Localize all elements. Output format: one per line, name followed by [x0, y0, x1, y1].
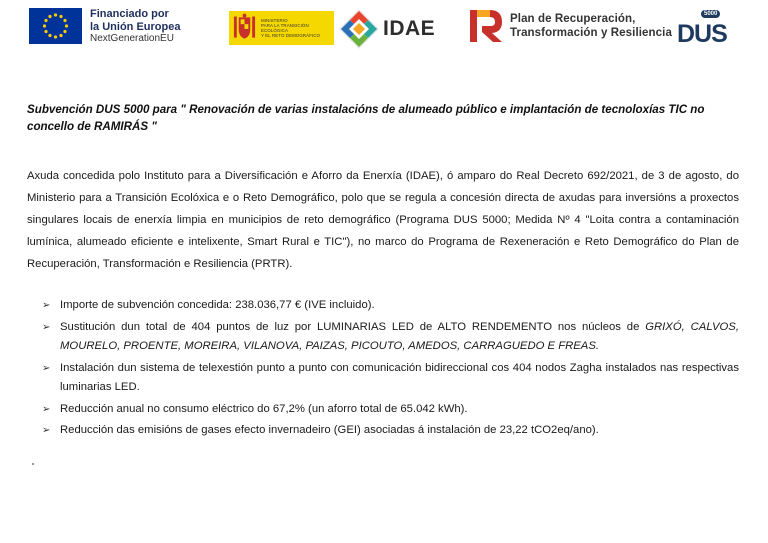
list-item	[27, 400, 739, 420]
gov-logo-line3: Y EL RETO DEMOGRÁFICO	[260, 33, 321, 38]
list-item	[27, 318, 739, 357]
list-item	[27, 421, 739, 441]
list-item-text: Reducción anual no consumo eléctrico do 67,2% (un aforro total de 65.042 kWh).	[60, 402, 468, 415]
idae-wordmark: IDAE	[383, 17, 436, 40]
prtr-logo-line1: Plan de Recuperación,	[510, 13, 636, 25]
document-body	[27, 101, 739, 443]
eu-flag-icon	[29, 8, 82, 44]
arrow-bullet-icon: ➢	[42, 362, 51, 374]
list-item	[27, 296, 739, 316]
eu-logo-line1: Financiado por	[90, 8, 169, 20]
list-item	[27, 359, 739, 398]
document-title: Subvención DUS 5000 para " Renovación de varias instalacións de alumeado público e implantación de tecnoloxías TIC no concello de RAMIRÁS "	[27, 103, 705, 133]
grant-description: Axuda concedida polo Instituto para a Diversificación e Aforro da Enerxía (IDAE), ó amparo do Real Decreto 692/2021, de 3 de agosto, do Ministerio para a Transición Ecolóxica e o Reto Demográfico, polo que se regula a concesión directa de axudas para inversións a proxectos singulares locais de enerxía limpia en municipios de reto demográfico (Programa DUS 5000; Medida Nº 4 "Loita contra a contaminación lumínica, alumeado eficiente e intelixente, Smart Rural e TIC"), no marco do Programa de Rexeneración e Reto Demográfico do Plan de Recuperación, Transformación e Resiliencia (PRTR).	[27, 170, 739, 270]
prtr-icon	[468, 8, 504, 44]
list-item-locations: GRIXÓ, CALVOS, MOURELO, PROENTE, MOREIRA, VILANOVA, PAIZAS, PICOUTO, AMEDOS, CARRAGUEDO E FREAS.	[60, 320, 739, 352]
eu-funding-logo	[29, 8, 180, 46]
gov-logo-line2: PARA LA TRANSICIÓN ECOLÓGICA	[260, 23, 309, 33]
recovery-plan-logo	[468, 8, 672, 44]
stray-mark	[32, 463, 34, 465]
coat-of-arms-icon	[232, 13, 257, 43]
dus-wordmark: DUS	[677, 20, 727, 48]
arrow-bullet-icon: ➢	[42, 403, 51, 415]
idae-diamond-icon	[338, 8, 380, 50]
list-item-text: Importe de subvención concedida: 238.036,77 € (IVE incluido).	[60, 299, 375, 311]
spain-government-logo	[229, 11, 334, 45]
gov-logo-line1: MINISTERIO	[260, 18, 288, 23]
idae-logo	[338, 8, 435, 50]
eu-logo-line3: NextGenerationEU	[90, 33, 174, 44]
arrow-bullet-icon: ➢	[42, 425, 51, 436]
dus-badge: 5000	[701, 10, 720, 18]
arrow-bullet-icon: ➢	[42, 300, 51, 311]
logo-header	[0, 0, 768, 62]
grant-details-list	[27, 296, 739, 441]
eu-logo-line2: la Unión Europea	[90, 20, 181, 33]
list-item-text: Instalación dun sistema de telexestión punto a punto con comunicación bidireccional cos 404 nodos Zagha instalados nas respectivas luminarias LED.	[60, 361, 739, 393]
arrow-bullet-icon: ➢	[42, 321, 51, 333]
list-item-text: Sustitución dun total de 404 puntos de luz por LUMINARIAS LED de ALTO RENDEMENTO nos núcleos de	[60, 320, 646, 333]
dus-5000-logo	[677, 10, 735, 50]
prtr-logo-line2: Transformación y Resiliencia	[510, 27, 672, 39]
list-item-text: Reducción das emisións de gases efecto invernadeiro (GEI) asociadas á instalación de 23,22 tCO2eq/ano).	[60, 424, 599, 436]
